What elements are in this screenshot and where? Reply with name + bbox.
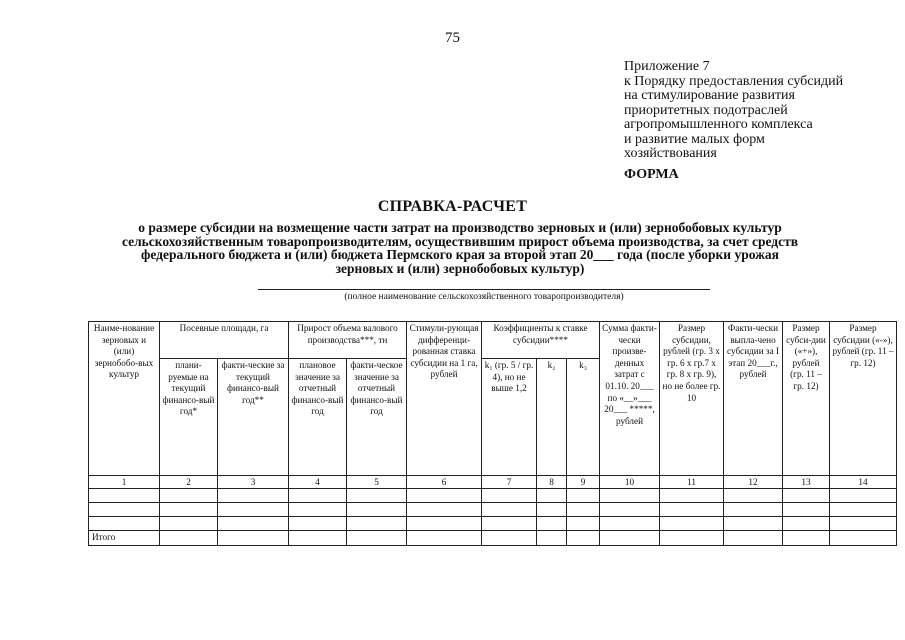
table-cell[interactable] — [724, 517, 783, 531]
producer-name-line[interactable] — [258, 289, 710, 290]
total-label: Итого — [89, 531, 160, 546]
appendix-line: и развитие малых форм — [624, 131, 765, 147]
table-cell[interactable] — [407, 489, 482, 503]
table-cell[interactable] — [289, 489, 347, 503]
column-number: 6 — [407, 476, 482, 489]
table-cell[interactable] — [783, 517, 830, 531]
table-cell[interactable] — [218, 489, 289, 503]
subtitle-line: зерновых и (или) зернобобовых культур) — [335, 260, 585, 276]
header-sown-actual: факти-ческие за текущий финансо-вый год** — [218, 359, 289, 476]
appendix-line: к Порядку предоставления субсидий — [624, 73, 844, 89]
header-growth-actual: факти-ческое значение за отчетный финансо-вый год — [347, 359, 407, 476]
table-cell[interactable] — [783, 503, 830, 517]
table-cell[interactable] — [600, 503, 660, 517]
column-number: 13 — [783, 476, 830, 489]
table-cell[interactable] — [724, 489, 783, 503]
producer-name-caption: (полное наименование сельскохозяйственного товаропроизводителя) — [344, 292, 624, 302]
column-number: 11 — [660, 476, 724, 489]
column-number: 9 — [567, 476, 600, 489]
header-k3: k₃ — [567, 359, 600, 476]
table-cell[interactable] — [660, 531, 724, 546]
table-row — [89, 517, 897, 531]
column-number: 14 — [830, 476, 897, 489]
table-cell[interactable] — [482, 531, 537, 546]
table-cell[interactable] — [407, 531, 482, 546]
subtitle-line: федерального бюджета и (или) бюджета Пермского края за второй этап 20___ года (после уборки урожая — [141, 247, 779, 262]
table-cell[interactable] — [724, 503, 783, 517]
table-cell[interactable] — [600, 531, 660, 546]
subtitle-line: о размере субсидии на возмещение части затрат на производство зерновых и (или) зернобобовых культур — [138, 220, 782, 235]
appendix-line: хозяйствования — [624, 146, 717, 161]
table-cell[interactable] — [537, 503, 567, 517]
column-number-row — [89, 476, 897, 489]
total-row — [89, 531, 897, 546]
table-cell[interactable] — [660, 503, 724, 517]
column-number: 8 — [537, 476, 567, 489]
column-number: 7 — [482, 476, 537, 489]
header-stimulating-rate: Стимули-рующая дифференци-рованная ставка субсидии на 1 га, рублей — [407, 322, 482, 476]
column-number: 12 — [724, 476, 783, 489]
column-number: 1 — [89, 476, 160, 489]
table-cell[interactable] — [160, 503, 218, 517]
table-cell[interactable] — [160, 517, 218, 531]
header-subsidy-minus: Размер субсидии («-»), рублей (гр. 11 – гр. 12) — [830, 322, 897, 476]
header-growth-planned: плановое значение за отчетный финансо-вый год — [289, 359, 347, 476]
table-cell[interactable] — [89, 517, 160, 531]
header-production-growth: Прирост объема валового производства***, тн — [289, 322, 407, 359]
header-k2: k₂ — [537, 359, 567, 476]
table-cell[interactable] — [830, 489, 897, 503]
table-cell[interactable] — [347, 503, 407, 517]
column-number: 4 — [289, 476, 347, 489]
table-row — [89, 503, 897, 517]
appendix-line: агропромышленного комплекса — [624, 117, 813, 132]
document-subtitle — [60, 221, 860, 275]
table-cell[interactable] — [407, 503, 482, 517]
table-cell[interactable] — [89, 503, 160, 517]
table-cell[interactable] — [537, 517, 567, 531]
page-number: 75 — [445, 30, 460, 46]
table-cell[interactable] — [482, 489, 537, 503]
table-cell[interactable] — [660, 489, 724, 503]
column-number: 3 — [218, 476, 289, 489]
table-cell[interactable] — [218, 503, 289, 517]
table-row — [89, 489, 897, 503]
table-cell[interactable] — [482, 503, 537, 517]
table-cell[interactable] — [830, 517, 897, 531]
table-cell[interactable] — [567, 503, 600, 517]
header-k1: k₁ (гр. 5 / гр. 4), но не выше 1,2 — [482, 359, 537, 476]
table-cell[interactable] — [218, 531, 289, 546]
table-cell[interactable] — [537, 489, 567, 503]
table-cell[interactable] — [567, 531, 600, 546]
calculation-table — [88, 321, 897, 546]
table-cell[interactable] — [218, 517, 289, 531]
table-cell[interactable] — [783, 489, 830, 503]
table-cell[interactable] — [347, 517, 407, 531]
table-cell[interactable] — [289, 531, 347, 546]
header-coefficients: Коэффициенты к ставке субсидии**** — [482, 322, 600, 359]
table-cell[interactable] — [600, 489, 660, 503]
table-cell[interactable] — [347, 489, 407, 503]
table-cell[interactable] — [160, 489, 218, 503]
header-subsidy-plus: Размер субси-дии («+»), рублей (гр. 11 – гр. 12) — [783, 322, 830, 476]
table-cell[interactable] — [289, 503, 347, 517]
header-subsidy-size: Размер субсидии, рублей (гр. 3 х гр. 6 х гр.7 х гр. 8 х гр. 9), но не более гр. 10 — [660, 322, 724, 476]
document-title: СПРАВКА-РАСЧЕТ — [377, 198, 528, 215]
table-cell[interactable] — [600, 517, 660, 531]
appendix-line: Приложение 7 — [624, 59, 710, 74]
column-number: 10 — [600, 476, 660, 489]
table-cell[interactable] — [89, 489, 160, 503]
table-cell[interactable] — [160, 531, 218, 546]
table-cell[interactable] — [347, 531, 407, 546]
table-cell[interactable] — [482, 517, 537, 531]
table-cell[interactable] — [289, 517, 347, 531]
table-header-row — [89, 322, 897, 359]
table-cell[interactable] — [783, 531, 830, 546]
table-cell[interactable] — [407, 517, 482, 531]
appendix-line: приоритетных подотраслей — [624, 102, 788, 118]
header-actual-costs: Сумма факти-чески произве-денных затрат с 01.10. 20___ по «__»___ 20___ *****, рублей — [600, 322, 660, 476]
column-number: 5 — [347, 476, 407, 489]
header-sown-area: Посевные площади, га — [160, 322, 289, 359]
table-cell[interactable] — [660, 517, 724, 531]
table-cell[interactable] — [830, 531, 897, 546]
table-cell[interactable] — [830, 503, 897, 517]
table-cell[interactable] — [567, 489, 600, 503]
table-cell[interactable] — [724, 531, 783, 546]
table-cell[interactable] — [567, 517, 600, 531]
subtitle-line: сельскохозяйственным товаропроизводителям, осуществившим прирост объема производства, за счет средств — [121, 233, 799, 249]
header-sown-planned: плани-руемые на текущий финансо-вый год* — [160, 359, 218, 476]
header-crop-name: Наиме-нование зерновых и (или) зернобобо-вых культур — [89, 322, 160, 476]
column-number: 2 — [160, 476, 218, 489]
form-label: ФОРМА — [624, 167, 679, 182]
appendix-note — [624, 60, 894, 162]
header-paid-subsidy: Факти-чески выпла-чено субсидии за I этап 20___г., рублей — [724, 322, 783, 476]
appendix-line: на стимулирование развития — [624, 88, 795, 103]
table-cell[interactable] — [537, 531, 567, 546]
